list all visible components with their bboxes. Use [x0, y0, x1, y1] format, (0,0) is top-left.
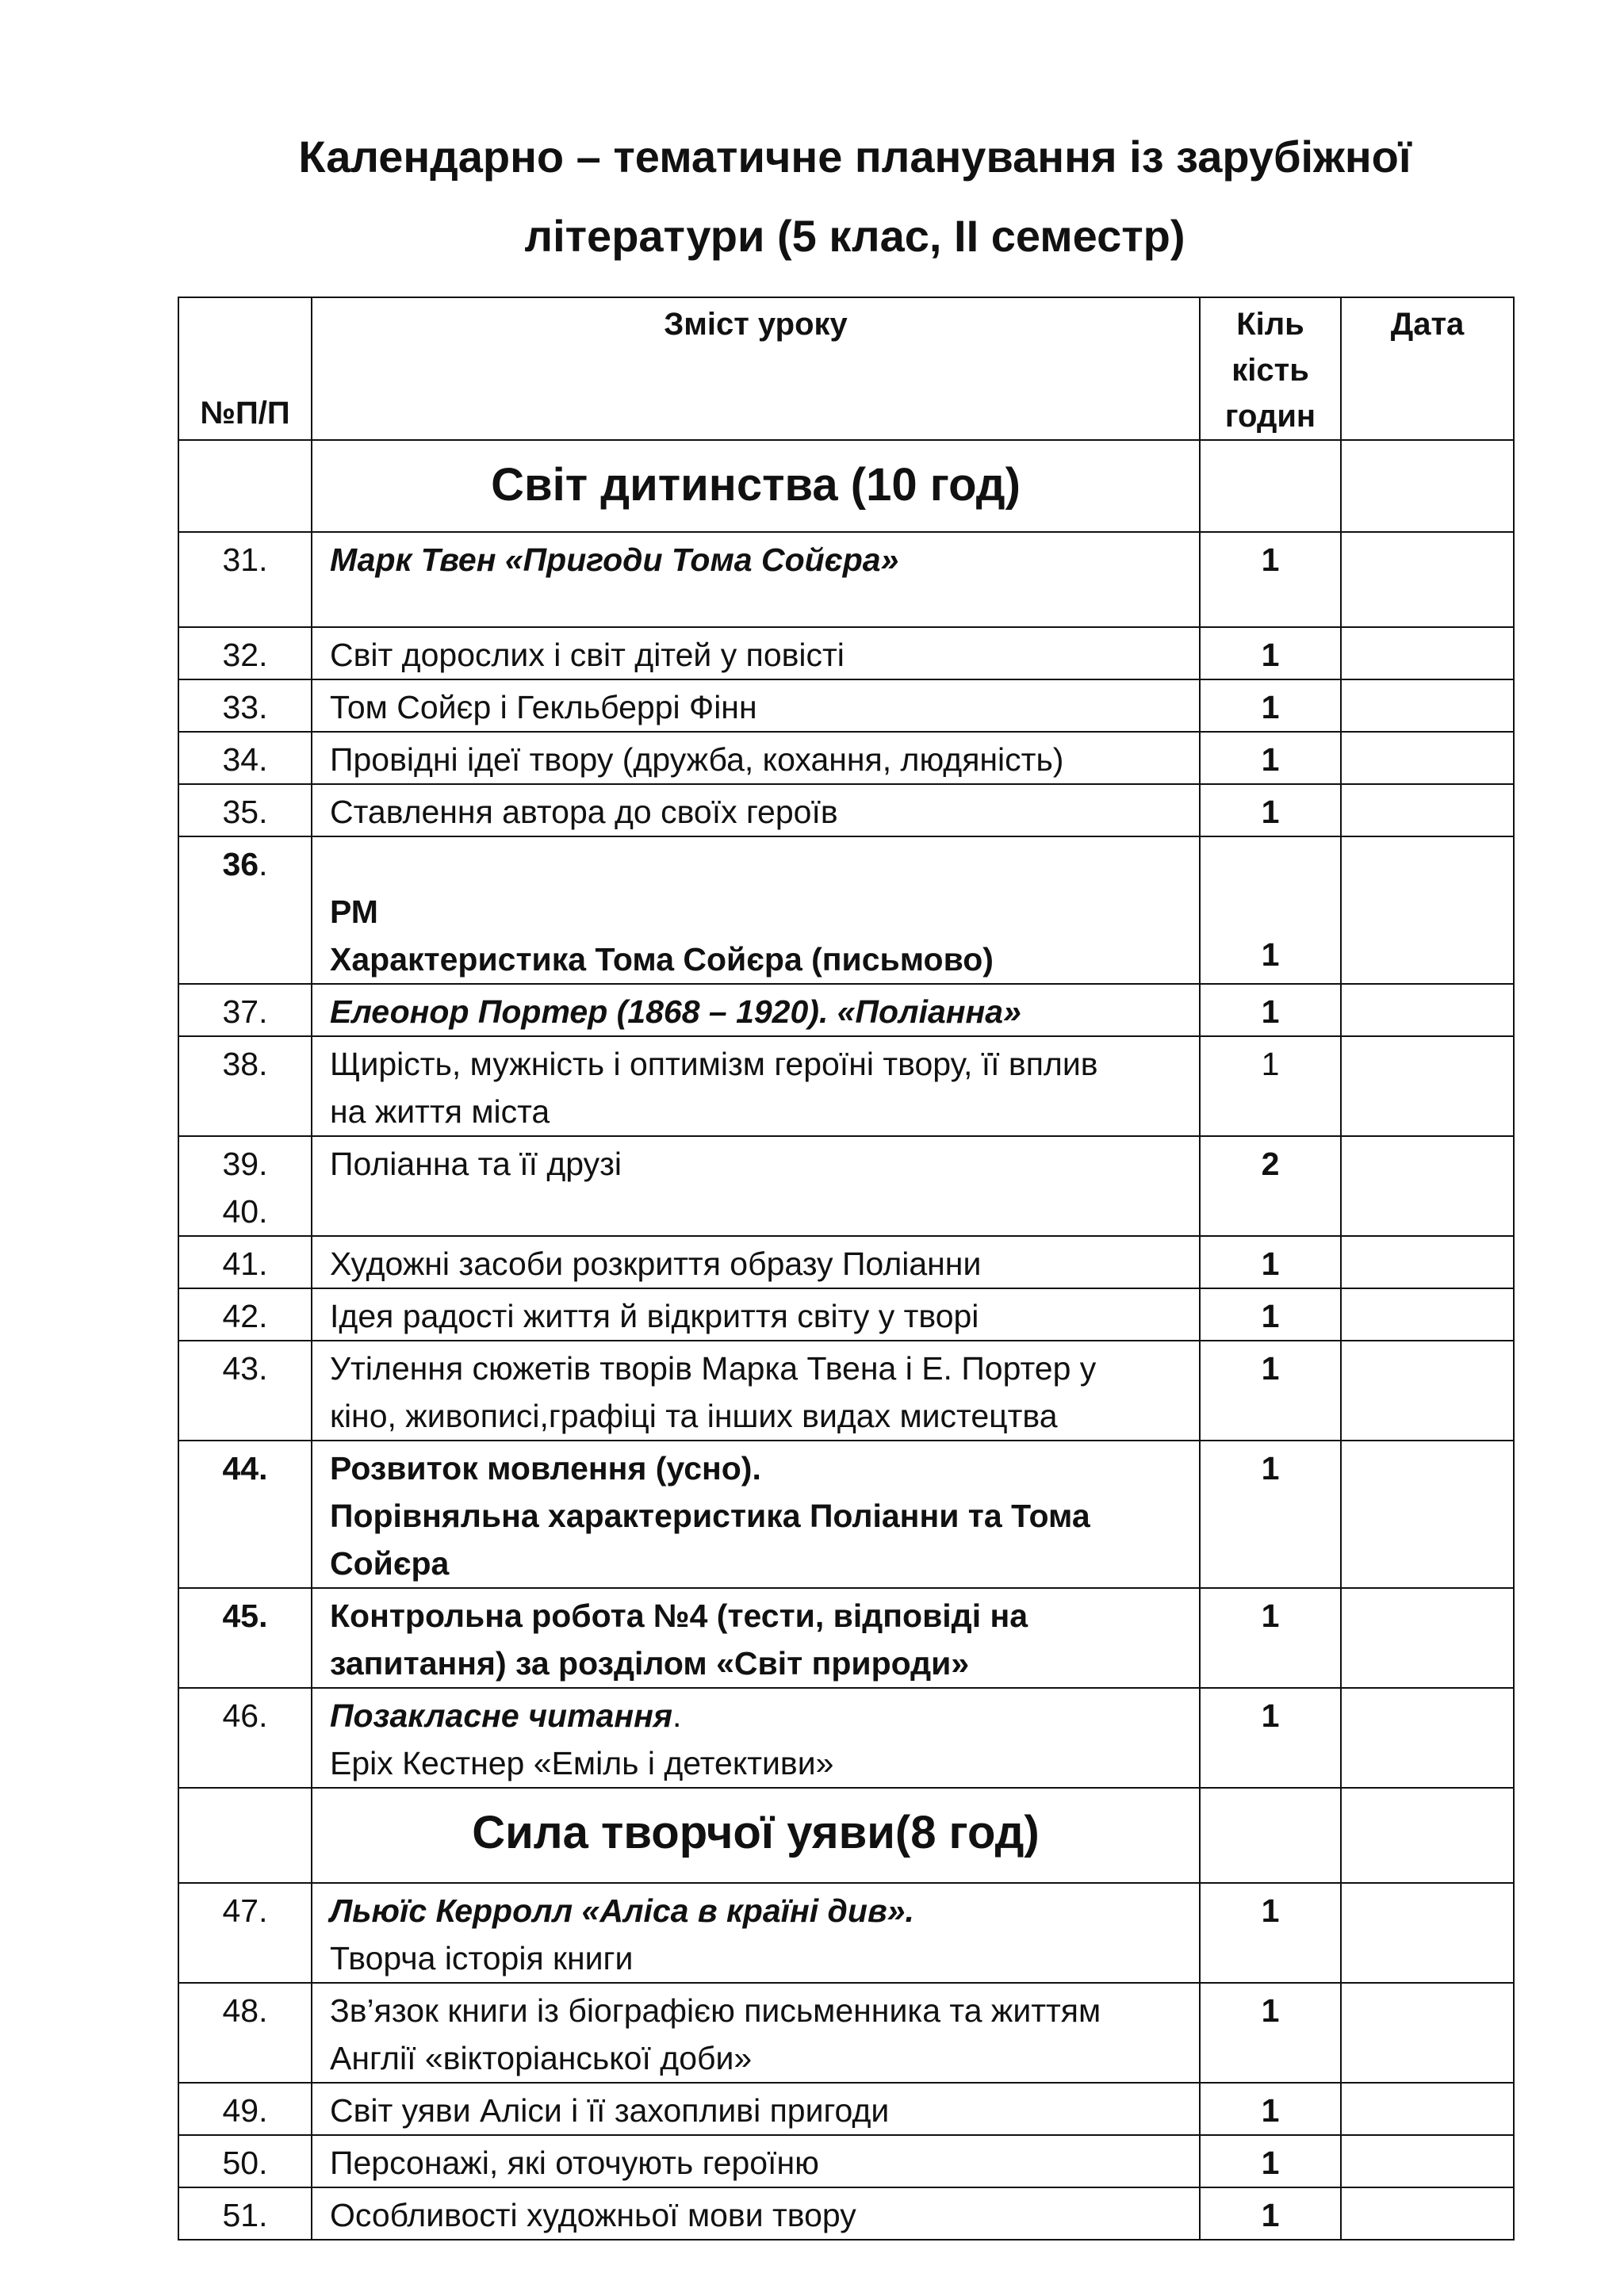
- table-row: [178, 2187, 1514, 2240]
- table-row: [178, 532, 1514, 627]
- row-topic: [312, 1983, 1200, 2083]
- row-num: 33.: [178, 679, 312, 732]
- table-row: [178, 984, 1514, 1036]
- row-num: [178, 1136, 312, 1236]
- row-topic-line: Англії «вікторіанської доби»: [330, 2040, 753, 2076]
- row-hours: 1: [1200, 1441, 1341, 1588]
- row-topic-line: запитання) за розділом «Світ природи»: [330, 1645, 970, 1682]
- empty-cell: [1341, 440, 1514, 532]
- header-hours-line: кість: [1231, 353, 1309, 388]
- row-date: [1341, 1236, 1514, 1288]
- row-date: [1341, 1341, 1514, 1441]
- table-row: [178, 1688, 1514, 1788]
- row-date: [1341, 1036, 1514, 1136]
- table-header-row: [178, 297, 1514, 440]
- section-row: [178, 440, 1514, 532]
- row-topic-line: Творча історія книги: [330, 1940, 634, 1976]
- row-num: 51.: [178, 2187, 312, 2240]
- row-date: [1341, 836, 1514, 984]
- row-hours: 1: [1200, 984, 1341, 1036]
- row-hours: 1: [1200, 1341, 1341, 1441]
- table-row: [178, 1136, 1514, 1236]
- row-num-line: 39.: [222, 1146, 268, 1182]
- row-date: [1341, 1136, 1514, 1236]
- row-num: 31.: [178, 532, 312, 627]
- row-hours: 1: [1200, 532, 1341, 627]
- table-row: [178, 1983, 1514, 2083]
- row-num: 35.: [178, 784, 312, 836]
- row-topic: Елеонор Портер (1868 – 1920). «Поліанна»: [312, 984, 1200, 1036]
- table-row: [178, 1036, 1514, 1136]
- row-topic: [312, 1441, 1200, 1588]
- row-hours: 1: [1200, 732, 1341, 784]
- row-hours: 1: [1200, 679, 1341, 732]
- row-topic: Світ уяви Аліси і її захопливі пригоди: [312, 2083, 1200, 2135]
- row-num: 32.: [178, 627, 312, 679]
- row-num: 48.: [178, 1983, 312, 2083]
- row-date: [1341, 2083, 1514, 2135]
- row-hours: 1: [1200, 627, 1341, 679]
- row-date: [1341, 627, 1514, 679]
- table-row: [178, 1588, 1514, 1688]
- empty-cell: [178, 440, 312, 532]
- row-topic: Провідні ідеї твору (дружба, кохання, людяність): [312, 732, 1200, 784]
- section-title: Світ дитинства (10 год): [312, 440, 1200, 532]
- row-date: [1341, 1288, 1514, 1341]
- section-row: [178, 1788, 1514, 1883]
- page-title: [178, 117, 1532, 276]
- row-topic-line: РМ: [330, 894, 378, 930]
- row-date: [1341, 2135, 1514, 2187]
- row-date: [1341, 2187, 1514, 2240]
- row-date: [1341, 1441, 1514, 1588]
- row-topic-line: Розвиток мовлення (усно).: [330, 1450, 761, 1487]
- row-date: [1341, 984, 1514, 1036]
- row-num: 47.: [178, 1883, 312, 1983]
- row-date: [1341, 784, 1514, 836]
- row-hours: 2: [1200, 1136, 1341, 1236]
- row-hours: 1: [1200, 1883, 1341, 1983]
- row-num-line: 40.: [222, 1193, 268, 1230]
- row-topic: Ставлення автора до своїх героїв: [312, 784, 1200, 836]
- table-row: [178, 679, 1514, 732]
- row-topic: [312, 1341, 1200, 1441]
- title-line-2: літератури (5 клас, ІІ семестр): [524, 211, 1185, 261]
- row-topic: Художні засоби розкриття образу Поліанни: [312, 1236, 1200, 1288]
- row-num: 41.: [178, 1236, 312, 1288]
- row-topic-line: [330, 1692, 1191, 1739]
- row-date: [1341, 532, 1514, 627]
- row-num-bold: 36: [222, 846, 259, 882]
- row-num-dot: .: [259, 846, 268, 882]
- row-num: 38.: [178, 1036, 312, 1136]
- header-hours-line: Кіль: [1236, 307, 1304, 342]
- row-hours: 1: [1200, 2083, 1341, 2135]
- row-date: [1341, 679, 1514, 732]
- row-num: 46.: [178, 1688, 312, 1788]
- table-row: [178, 2083, 1514, 2135]
- row-num: [178, 836, 312, 984]
- row-hours: 1: [1200, 1983, 1341, 2083]
- row-num: 45.: [178, 1588, 312, 1688]
- row-topic-line: на життя міста: [330, 1093, 550, 1130]
- section-title: Сила творчої уяви(8 год): [312, 1788, 1200, 1883]
- row-topic: Поліанна та її друзі: [312, 1136, 1200, 1236]
- header-num: №П/П: [178, 297, 312, 440]
- lesson-plan-table: [178, 297, 1515, 2241]
- row-date: [1341, 1588, 1514, 1688]
- row-topic: [312, 836, 1200, 984]
- row-topic-line: Еріх Кестнер «Еміль і детективи»: [330, 1745, 834, 1781]
- row-num: 49.: [178, 2083, 312, 2135]
- row-topic-line: Щирість, мужність і оптимізм героїні твору, її вплив: [330, 1046, 1098, 1082]
- row-date: [1341, 732, 1514, 784]
- table-row: [178, 2135, 1514, 2187]
- table-row: [178, 836, 1514, 984]
- row-topic: Світ дорослих і світ дітей у повісті: [312, 627, 1200, 679]
- row-num: 44.: [178, 1441, 312, 1588]
- table-row: [178, 1883, 1514, 1983]
- header-hours: [1200, 297, 1341, 440]
- row-date: [1341, 1688, 1514, 1788]
- row-topic-line: Порівняльна характеристика Поліанни та Тома: [330, 1498, 1090, 1534]
- table-row: [178, 732, 1514, 784]
- empty-cell: [1341, 1788, 1514, 1883]
- row-topic: [312, 1036, 1200, 1136]
- row-topic-line: Сойєра: [330, 1545, 450, 1582]
- row-topic: Марк Твен «Пригоди Тома Сойєра»: [312, 532, 1200, 627]
- row-num: 42.: [178, 1288, 312, 1341]
- row-topic-line: Зв’язок книги із біографією письменника та життям: [330, 1992, 1101, 2029]
- row-topic-line: Контрольна робота №4 (тести, відповіді на: [330, 1598, 1028, 1634]
- row-topic: Особливості художньої мови твору: [312, 2187, 1200, 2240]
- table-row: [178, 1236, 1514, 1288]
- row-topic: [312, 1688, 1200, 1788]
- row-hours: 1: [1200, 1288, 1341, 1341]
- table-row: [178, 1341, 1514, 1441]
- header-topic: Зміст уроку: [312, 297, 1200, 440]
- row-topic: Ідея радості життя й відкриття світу у творі: [312, 1288, 1200, 1341]
- row-hours: 1: [1200, 2187, 1341, 2240]
- row-hours: 1: [1200, 1588, 1341, 1688]
- row-topic: [312, 1588, 1200, 1688]
- row-topic: [312, 1883, 1200, 1983]
- header-hours-line: годин: [1224, 399, 1316, 434]
- row-topic: Том Сойєр і Гекльберрі Фінн: [312, 679, 1200, 732]
- table-row: [178, 784, 1514, 836]
- row-topic-line: Характеристика Тома Сойєра (письмово): [330, 941, 994, 978]
- table-row: [178, 627, 1514, 679]
- table-row: [178, 1441, 1514, 1588]
- row-hours: 1: [1200, 1688, 1341, 1788]
- row-num: 37.: [178, 984, 312, 1036]
- header-date: Дата: [1341, 297, 1514, 440]
- row-topic-dot: .: [672, 1697, 682, 1734]
- table-row: [178, 1288, 1514, 1341]
- row-num: 50.: [178, 2135, 312, 2187]
- empty-cell: [1200, 1788, 1341, 1883]
- row-num: 34.: [178, 732, 312, 784]
- row-hours: 1: [1200, 784, 1341, 836]
- row-date: [1341, 1983, 1514, 2083]
- row-hours: 1: [1200, 2135, 1341, 2187]
- row-topic-line: Льюїс Керролл «Аліса в країні див».: [330, 1892, 914, 1929]
- empty-cell: [178, 1788, 312, 1883]
- empty-cell: [1200, 440, 1341, 532]
- title-line-1: Календарно – тематичне планування із зарубіжної: [298, 132, 1411, 182]
- row-topic: Персонажі, які оточують героїню: [312, 2135, 1200, 2187]
- row-hours: 1: [1200, 1036, 1341, 1136]
- row-topic-line: Утілення сюжетів творів Марка Твена і Е. Портер у: [330, 1350, 1097, 1387]
- row-topic-line: кіно, живописі,графіці та інших видах мистецтва: [330, 1398, 1058, 1434]
- row-hours: 1: [1200, 836, 1341, 984]
- row-topic-italic: Позакласне читання: [330, 1697, 673, 1734]
- row-date: [1341, 1883, 1514, 1983]
- row-hours: 1: [1200, 1236, 1341, 1288]
- row-num: 43.: [178, 1341, 312, 1441]
